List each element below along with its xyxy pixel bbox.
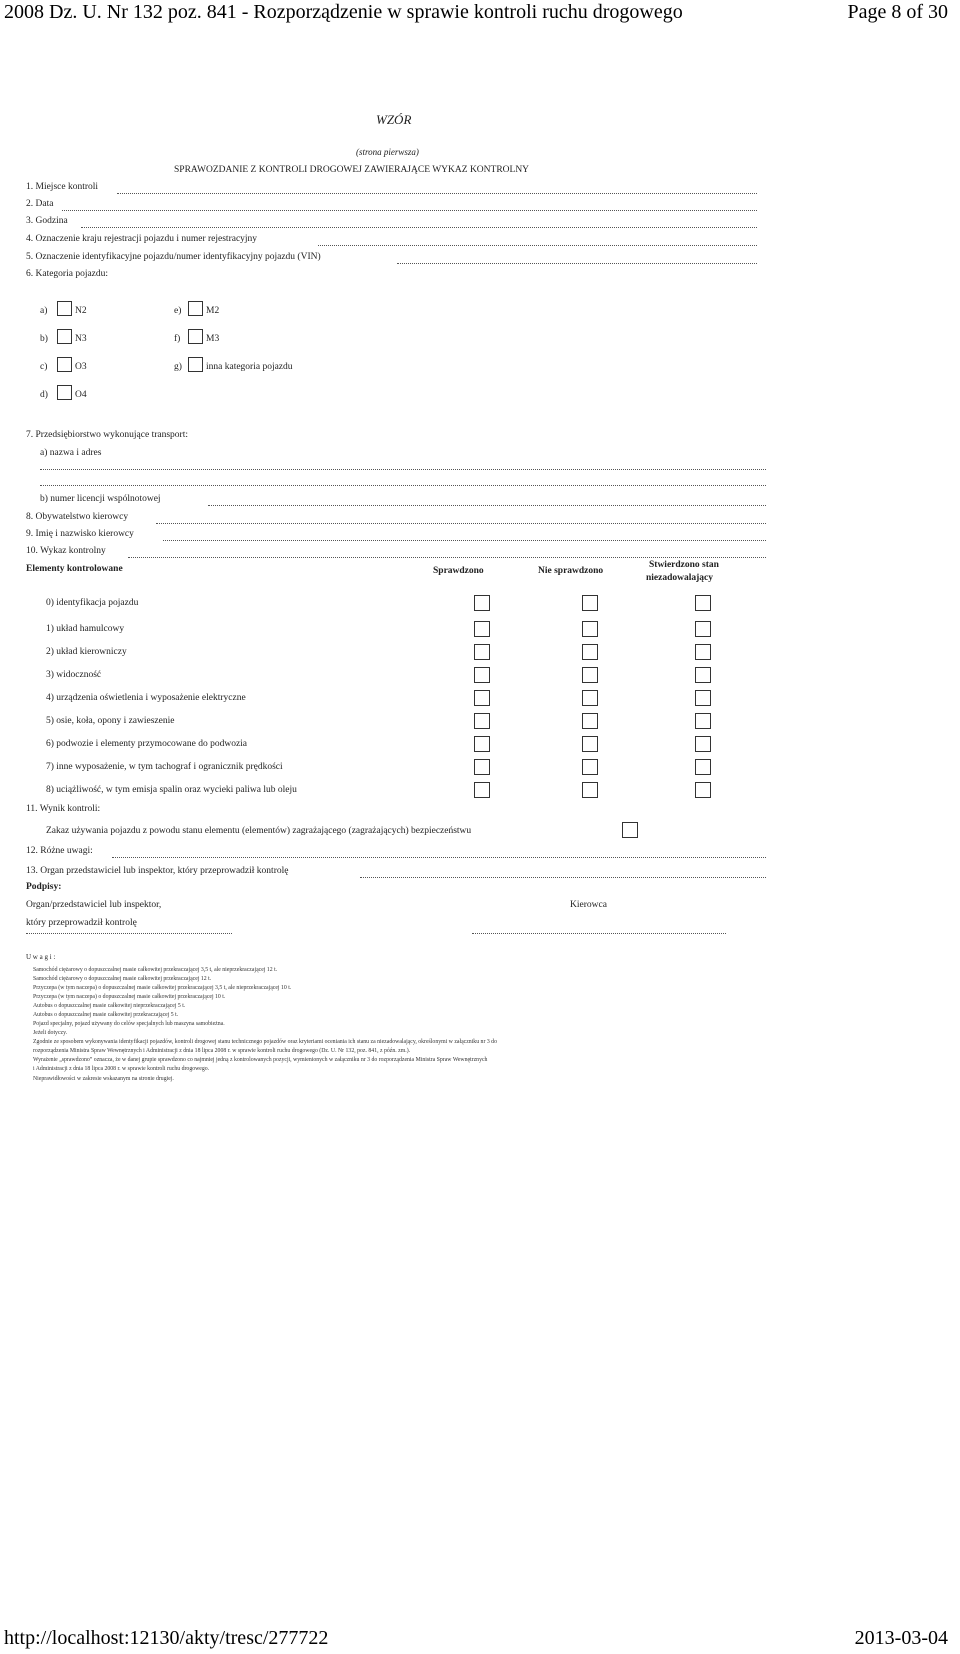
unsatisfactory-checkbox-6[interactable] (695, 736, 711, 752)
note-1: Samochód ciężarowy o dopuszczalnej masie całkowitej przekraczającej 3,5 t, ale nieprzekraczającej 12 t. (33, 967, 278, 973)
checklist-item-1: 1) układ hamulcowy (46, 624, 125, 634)
form-pattern-label: WZÓR (376, 112, 412, 127)
field-1-label: 1. Miejsce kontroli (26, 182, 99, 192)
checked-checkbox-0[interactable] (474, 595, 490, 611)
checklist-item-2: 2) układ kierowniczy (46, 647, 127, 657)
checklist-item-6: 6) podwozie i elementy przymocowane do podwozia (46, 739, 248, 749)
checked-checkbox-1[interactable] (474, 621, 490, 637)
category-f-label: M3 (206, 334, 220, 344)
print-footer (0, 1626, 960, 1654)
unsatisfactory-checkbox-3[interactable] (695, 667, 711, 683)
category-d-checkbox[interactable] (57, 385, 72, 400)
form-heading: SPRAWOZDANIE Z KONTROLI DROGOWEJ ZAWIERAJĄCE WYKAZ KONTROLNY (174, 165, 530, 175)
checklist-item-5: 5) osie, koła, opony i zawieszenie (46, 716, 175, 726)
column-unsatisfactory-line2: niezadowalający (646, 573, 714, 583)
category-a-label: N2 (75, 306, 87, 316)
field-5-line (397, 263, 757, 264)
not-checked-checkbox-5[interactable] (582, 713, 598, 729)
category-g-letter: g) (174, 362, 182, 372)
column-unsatisfactory-line1: Stwierdzono stan (649, 560, 719, 570)
checked-checkbox-2[interactable] (474, 644, 490, 660)
note-10-line2: i Administracji z dnia 18 lipca 2008 r. w sprawie kontroli ruchu drogowego. (33, 1066, 210, 1072)
category-b-letter: b) (40, 334, 48, 344)
signature-line-right (472, 933, 726, 934)
checklist-item-7: 7) inne wyposażenie, w tym tachograf i ogranicznik prędkości (46, 762, 283, 772)
field-11-label: 11. Wynik kontroli: (26, 804, 101, 814)
not-checked-checkbox-3[interactable] (582, 667, 598, 683)
category-c-checkbox[interactable] (57, 357, 72, 372)
source-url: http://localhost:12130/akty/tresc/277722 (4, 1627, 329, 1649)
field-2-line (62, 210, 757, 211)
category-f-letter: f) (174, 334, 181, 344)
category-d-label: O4 (75, 390, 87, 400)
category-d-letter: d) (40, 390, 48, 400)
signatures-heading: Podpisy: (26, 882, 62, 892)
field-7b-line (208, 505, 766, 506)
note-11: Nieprawidłowości w zakresie wskazanym na stronie drugiej. (33, 1076, 174, 1082)
unsatisfactory-checkbox-8[interactable] (695, 782, 711, 798)
unsatisfactory-checkbox-7[interactable] (695, 759, 711, 775)
field-7a-line-1 (40, 469, 766, 470)
field-7b-label: b) numer licencji wspólnotowej (40, 494, 161, 504)
checked-checkbox-4[interactable] (474, 690, 490, 706)
checklist-item-8: 8) uciążliwość, w tym emisja spalin oraz wycieki paliwa lub oleju (46, 785, 297, 795)
category-b-checkbox[interactable] (57, 329, 72, 344)
prohibition-checkbox[interactable] (622, 822, 638, 838)
checked-checkbox-7[interactable] (474, 759, 490, 775)
signature-right: Kierowca (570, 900, 607, 910)
field-4-line (318, 245, 757, 246)
page-number: Page 8 of 30 (847, 1, 948, 23)
note-7: Pojazd specjalny, pojazd używany do celów specjalnych lub maszyna samobieżna. (33, 1021, 225, 1027)
field-13-line (360, 877, 766, 878)
form-side-label: (strona pierwsza) (356, 147, 419, 157)
category-e-letter: e) (174, 306, 182, 316)
print-header (0, 0, 960, 28)
field-1-line (117, 193, 757, 194)
field-11-text: Zakaz używania pojazdu z powodu stanu elementu (elementów) zagrażającego (zagrażających) bezpieczeństwu (46, 826, 472, 836)
not-checked-checkbox-7[interactable] (582, 759, 598, 775)
note-8: Jeżeli dotyczy. (33, 1030, 68, 1036)
field-10-label: 10. Wykaz kontrolny (26, 546, 106, 556)
unsatisfactory-checkbox-2[interactable] (695, 644, 711, 660)
note-9-line2: rozporządzenia Ministra Spraw Wewnętrznych i Administracji z dnia 18 lipca 2008 r. w sprawie kontroli ruchu drogowego (Dz. U. Nr 132, poz. 841, z późn. zm.). (33, 1048, 411, 1054)
not-checked-checkbox-6[interactable] (582, 736, 598, 752)
category-f-checkbox[interactable] (188, 329, 203, 344)
note-10-line1: Wyrażenie „sprawdzono” oznacza, że w danej grupie sprawdzono co najmniej jedną z kontrolowanych pozycji, wymienionych w załączniku nr 3 do rozporządzenia Ministra Spraw Wewnętrznych (33, 1057, 488, 1063)
field-12-line (112, 857, 766, 858)
not-checked-checkbox-4[interactable] (582, 690, 598, 706)
category-a-letter: a) (40, 306, 48, 316)
category-g-label: inna kategoria pojazdu (206, 362, 293, 372)
field-6-label: 6. Kategoria pojazdu: (26, 269, 109, 279)
unsatisfactory-checkbox-0[interactable] (695, 595, 711, 611)
signature-line-left (26, 933, 232, 934)
checked-checkbox-3[interactable] (474, 667, 490, 683)
document-title: 2008 Dz. U. Nr 132 poz. 841 - Rozporządzenie w sprawie kontroli ruchu drogowego (4, 1, 683, 23)
checked-checkbox-8[interactable] (474, 782, 490, 798)
category-b-label: N3 (75, 334, 87, 344)
not-checked-checkbox-0[interactable] (582, 595, 598, 611)
checklist-item-3: 3) widoczność (46, 670, 102, 680)
category-g-checkbox[interactable] (188, 357, 203, 372)
not-checked-checkbox-2[interactable] (582, 644, 598, 660)
field-2-label: 2. Data (26, 199, 54, 209)
note-6: Autobus o dopuszczalnej masie całkowitej przekraczającej 5 t. (33, 1012, 179, 1018)
not-checked-checkbox-1[interactable] (582, 621, 598, 637)
signature-left-line1: Organ/przedstawiciel lub inspektor, (26, 900, 162, 910)
category-a-checkbox[interactable] (57, 301, 72, 316)
note-9-line1: Zgodnie ze sposobem wykonywania identyfikacji pojazdów, kontroli drogowej stanu technicznego pojazdów oraz kryteriami oceniania ich stanu za niezadowalający, określonymi w załączniku nr 3 do (33, 1039, 497, 1045)
unsatisfactory-checkbox-4[interactable] (695, 690, 711, 706)
note-3: Przyczepa (w tym naczepa) o dopuszczalnej masie całkowitej przekraczającej 3,5 t, ale nieprzekraczającej 10 t. (33, 985, 292, 991)
category-c-letter: c) (40, 362, 48, 372)
field-7-label: 7. Przedsiębiorstwo wykonujące transport: (26, 430, 188, 440)
category-e-checkbox[interactable] (188, 301, 203, 316)
field-9-line (163, 540, 766, 541)
field-3-line (81, 227, 757, 228)
checked-checkbox-6[interactable] (474, 736, 490, 752)
column-not-checked: Nie sprawdzono (538, 566, 604, 576)
field-5-label: 5. Oznaczenie identyfikacyjne pojazdu/numer identyfikacyjny pojazdu (VIN) (26, 252, 321, 262)
field-4-label: 4. Oznaczenie kraju rejestracji pojazdu i numer rejestracyjny (26, 234, 258, 244)
field-12-label: 12. Różne uwagi: (26, 846, 93, 856)
not-checked-checkbox-8[interactable] (582, 782, 598, 798)
field-8-line (156, 523, 766, 524)
elements-header: Elementy kontrolowane (26, 564, 123, 574)
category-c-label: O3 (75, 362, 87, 372)
field-10-line (128, 557, 766, 558)
field-7a-line-2 (40, 485, 766, 486)
column-checked: Sprawdzono (433, 566, 484, 576)
unsatisfactory-checkbox-1[interactable] (695, 621, 711, 637)
notes-title: U w a g i : (26, 953, 56, 961)
field-13-label: 13. Organ przedstawiciel lub inspektor, który przeprowadził kontrolę (26, 866, 289, 876)
checklist-item-0: 0) identyfikacja pojazdu (46, 598, 139, 608)
note-4: Przyczepa (w tym naczepa) o dopuszczalnej masie całkowitej przekraczającej 10 t. (33, 994, 226, 1000)
scanned-form (0, 100, 960, 1180)
checked-checkbox-5[interactable] (474, 713, 490, 729)
field-3-label: 3. Godzina (26, 216, 68, 226)
note-2: Samochód ciężarowy o dopuszczalnej masie całkowitej przekraczającej 12 t. (33, 976, 212, 982)
unsatisfactory-checkbox-5[interactable] (695, 713, 711, 729)
field-8-label: 8. Obywatelstwo kierowcy (26, 512, 129, 522)
print-date: 2013-03-04 (854, 1627, 948, 1649)
signature-left-line2: który przeprowadził kontrolę (26, 918, 137, 928)
note-5: Autobus o dopuszczalnej masie całkowitej nieprzekraczającej 5 t. (33, 1003, 186, 1009)
checklist-item-4: 4) urządzenia oświetlenia i wyposażenie elektryczne (46, 693, 246, 703)
field-7a-label: a) nazwa i adres (40, 448, 102, 458)
field-9-label: 9. Imię i nazwisko kierowcy (26, 529, 134, 539)
category-e-label: M2 (206, 306, 220, 316)
